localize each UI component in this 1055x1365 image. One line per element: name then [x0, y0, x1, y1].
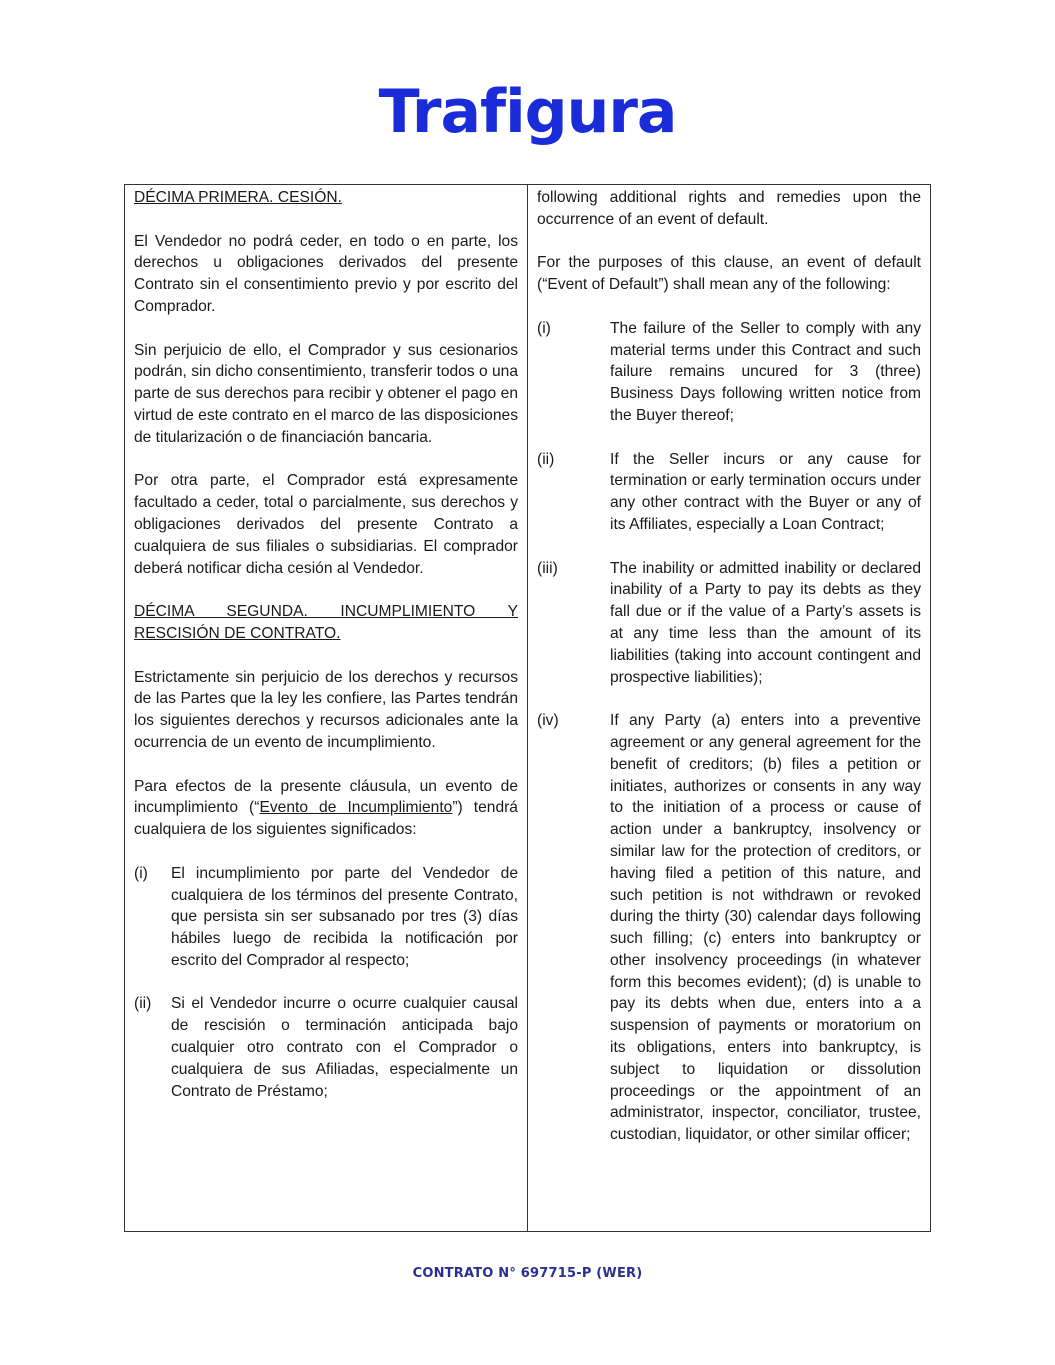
clause-11-paragraph-1: El Vendedor no podrá ceder, en todo o en parte, los derechos u obligaciones derivados del presente Contrato sin el consentimiento previo y por escrito del Comprador. — [134, 232, 518, 315]
bilingual-clause-table — [124, 184, 931, 1232]
list-item — [134, 863, 518, 972]
list-item-text: If the Seller incurs or any cause for termination or early termination occurs under any other contract with the Buyer or any of its Affiliates, especially a Loan Contract; — [610, 450, 921, 533]
trafigura-logo: Trafigura — [378, 77, 677, 147]
list-item-text: If any Party (a) enters into a preventive agreement or any general agreement for the benefit of creditors; (b) files a petition or initiates, authorizes or consents in any way to the initiation of a process or cause of action under a bankruptcy, insolvency or similar law for the protection of creditors, or having filed a petition of this nature, and such petition is not withdrawn or revoked during the thirty (30) calendar days following such filling; (c) enters into bankruptcy or other insolvency proceedings (in whatever form this becomes evident); (d) is unable to pay its debts when due, enters into a a suspension of payments or moratorium on its obligations, enters into bankruptcy, is subject to liquidation or dissolution proceedings or the appointment of an administrator, inspector, conciliator, trustee, custodian, liquidator, or other similar officer; — [610, 712, 921, 1144]
list-item-number: (iv) — [537, 712, 559, 730]
list-item — [537, 318, 921, 427]
contract-reference-footer: CONTRATO N° 697715-P (WER) — [412, 1266, 643, 1281]
list-item — [537, 558, 921, 689]
definition-outro: ”) tendrá cualquiera de los siguientes significados: — [134, 799, 518, 839]
clause-12-paragraph-1: Estrictamente sin perjuicio de los derechos y recursos de las Partes que la ley les confiere, las Partes tendrán los siguientes derechos y recursos adicionales ante la ocurrencia de un evento de incumplimiento. — [134, 668, 518, 751]
list-item — [134, 993, 518, 1102]
list-item-text: El incumplimiento por parte del Vendedor de cualquiera de los términos del presente Contrato, que persista sin ser subsanado por tres (3) días hábiles luego de recibida la notificación por escrito del Comprador al respecto; — [171, 864, 518, 969]
definition-intro: Para efectos de la presente cláusula, un evento de incumplimiento (“ — [134, 777, 518, 817]
defined-term: Evento de Incumplimiento — [259, 799, 453, 817]
list-item — [537, 449, 921, 536]
spanish-column — [125, 185, 528, 1231]
list-item-text: The failure of the Seller to comply with any material terms under this Contract and such failure remains uncured for 3 (three) Business Days following written notice from the Buyer thereof; — [610, 319, 921, 424]
list-item-number: (ii) — [134, 995, 152, 1013]
list-item-number: (i) — [134, 864, 148, 882]
clause-11-paragraph-3: Por otra parte, el Comprador está expresamente facultado a ceder, total o parcialmente, sus derechos y obligaciones derivados del presente Contrato a cualquiera de sus filiales o subsidiarias. El comprador deberá notificar dicha cesión al Vendedor. — [134, 472, 518, 577]
english-column — [528, 185, 930, 1231]
list-item-number: (i) — [537, 319, 551, 337]
list-item-number: (ii) — [537, 450, 555, 468]
clause-11-heading: DÉCIMA PRIMERA. CESIÓN. — [134, 189, 342, 206]
list-item-number: (iii) — [537, 559, 558, 577]
clause-12-paragraph-2 — [134, 776, 518, 841]
list-item-text: The inability or admitted inability or declared inability of a Party to pay its debts as they fall due or if the value of a Party’s assets is at any time less than the amount of its liabilities (taking into account contingent and prospective liabilities); — [610, 559, 921, 686]
list-item-text: Si el Vendedor incurre o ocurre cualquier causal de rescisión o terminación anticipada bajo cualquier otro contrato con el Comprador o cualquiera de sus Afiliadas, especialmente un Contrato de Préstamo; — [171, 995, 518, 1100]
remedies-paragraph: following additional rights and remedies upon the occurrence of an event of default. — [537, 189, 921, 228]
list-item — [537, 710, 921, 1146]
event-of-default-definition: For the purposes of this clause, an event of default (“Event of Default”) shall mean any of the following: — [537, 254, 921, 294]
clause-12-heading: DÉCIMA SEGUNDA. INCUMPLIMIENTO Y RESCISIÓN DE CONTRATO. — [134, 603, 518, 642]
clause-11-paragraph-2: Sin perjuicio de ello, el Comprador y sus cesionarios podrán, sin dicho consentimiento, transferir todos o una parte de sus derechos para recibir y obtener el pago en virtud de este contrato en el marco de las disposiciones de titularización o de financiación bancaria. — [134, 341, 519, 446]
